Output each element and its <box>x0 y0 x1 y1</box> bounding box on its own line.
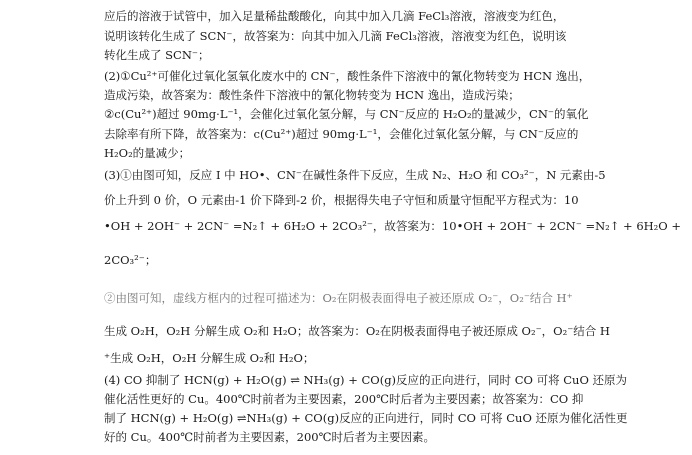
text-line: 去除率有所下降，故答案为：c(Cu²⁺)超过 90mg·L⁻¹，会催化过氧化氢分解，与 CN⁻反应的 <box>104 127 579 141</box>
text-line: 造成污染，故答案为：酸性条件下溶液中的氰化物转变为 HCN 逸出，造成污染； <box>104 88 520 102</box>
text-line: 好的 Cu。400℃时前者为主要因素，200℃时后者为主要因素。 <box>104 430 435 444</box>
text-line: 应后的溶液于试管中，加入足量稀盐酸酸化，向其中加入几滴 FeCl₃溶液，溶液变为红色， <box>104 9 565 23</box>
text-line: (2)①Cu²⁺可催化过氧化氢氧化废水中的 CN⁻，酸性条件下溶液中的氰化物转变为 HCN 逸出， <box>104 69 591 83</box>
text-line: 2CO₃²⁻； <box>104 253 157 267</box>
text-line: 催化活性更好的 Cu。400℃时前者为主要因素，200℃时后者为主要因素；故答案为：CO 抑 <box>104 392 584 406</box>
text-line: ②由图可知，虚线方框内的过程可描述为：O₂在阴极表面得电子被还原成 O₂⁻，O₂⁻结合 H⁺ <box>104 291 573 305</box>
text-line: 制了 HCN(g) + H₂O(g) ⇌NH₃(g) + CO(g)反应的正向进行，同时 CO 可将 CuO 还原为催化活性更 <box>104 411 628 425</box>
text-line: (3)①由图可知，反应 I 中 HO•、CN⁻在碱性条件下反应，生成 N₂、H₂O 和 CO₃²⁻，N 元素由-5 <box>104 168 606 182</box>
text-line: 价上升到 0 价，O 元素由-1 价下降到-2 价，根据得失电子守恒和质量守恒配平方程式为：10 <box>104 193 579 207</box>
text-line: ⁺生成 O₂H，O₂H 分解生成 O₂和 H₂O； <box>104 351 315 365</box>
text-line: 转化生成了 SCN⁻； <box>104 48 210 62</box>
text-line: ②c(Cu²⁺)超过 90mg·L⁻¹，会催化过氧化氢分解，与 CN⁻反应的 H₂O₂的量减少，CN⁻的氧化 <box>104 107 589 121</box>
text-line: 说明该转化生成了 SCN⁻，故答案为：向其中加入几滴 FeCl₃溶液，溶液变为红色，说明该 <box>104 29 567 43</box>
text-line: H₂O₂的量减少； <box>104 146 191 160</box>
text-line: (4) CO 抑制了 HCN(g) + H₂O(g) ⇌ NH₃(g) + CO(g)反应的正向进行，同时 CO 可将 CuO 还原为 <box>104 373 628 387</box>
text-line: •OH + 2OH⁻ + 2CN⁻ =N₂↑ + 6H₂O + 2CO₃²⁻，故答案为：10•OH + 2OH⁻ + 2CN⁻ =N₂↑ + 6H₂O + <box>104 219 682 233</box>
text-line: 生成 O₂H，O₂H 分解生成 O₂和 H₂O；故答案为：O₂在阴极表面得电子被还原成 O₂⁻，O₂⁻结合 H <box>104 324 610 338</box>
